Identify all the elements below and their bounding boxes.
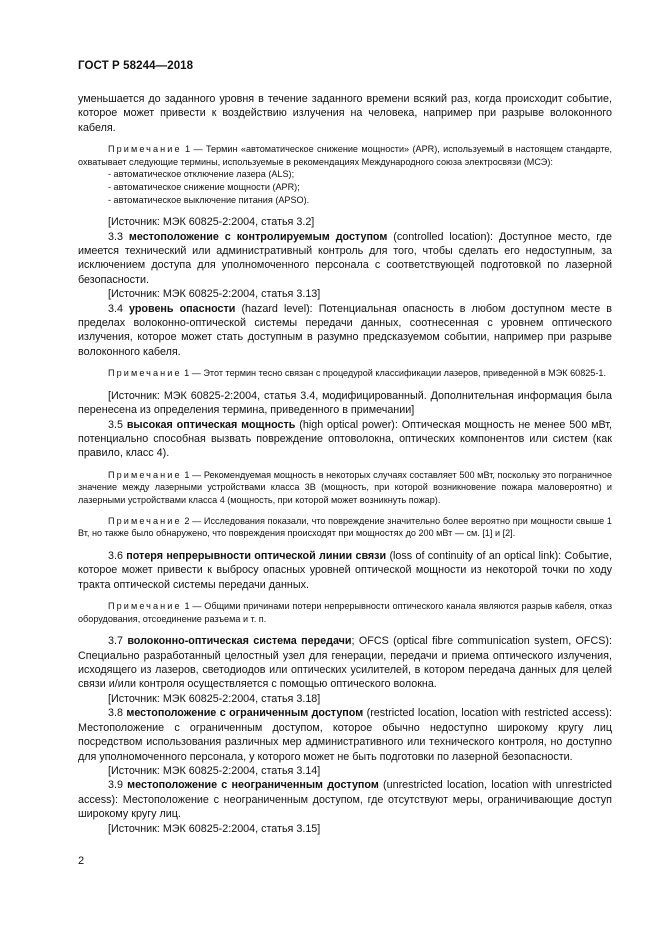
source-3-2: [Источник: МЭК 60825-2:2004, статья 3.2] — [108, 216, 315, 229]
list-item: - автоматическое отключение лазера (ALS); — [108, 169, 295, 180]
document-body — [78, 92, 612, 836]
list-item: - автоматическое снижение мощности (APR); — [108, 182, 300, 192]
standard-header: ГОСТ Р 58244—2018 — [78, 60, 194, 72]
term-3-7: 3.7 волоконно-оптическая система передачи; OFCS (optical fibre communication system, OFCS): Специально разработанный целостный узел для генерации, передачи и приема оптического излучения, исходящего из лазеров, светодиодов или оптических усилителей, в котором передача данных для целей связи и/или контроля осуществляется с помощью оптического волокна. — [78, 635, 612, 691]
term-3-5: 3.5 высокая оптическая мощность (high optical power): Оптическая мощность не менее 500 мВт, потенциально способная вызвать повреждение оптоволокна, оптических компонентов или систем (как правило, класс 4). — [78, 418, 612, 460]
source-3-14: [Источник: МЭК 60825-2:2004, статья 3.14] — [108, 764, 321, 777]
note-3-4: Примечание 1 — Этот термин тесно связан с процедурой классификации лазеров, приведенной в МЭК 60825-1. — [108, 368, 606, 379]
source-3-15: [Источник: МЭК 60825-2:2004, статья 3.15] — [108, 822, 321, 835]
term-3-8: 3.8 местоположение с ограниченным доступом (restricted location, location with restricted access): Местоположение с ограниченным доступом, которое обычно недоступно широкому кругу лиц посредством использования различных мер административного или технического контроля, но доступно для уполномоченного персонала, у которого может не быть подготовки по лазерной безопасности. — [78, 707, 612, 763]
note-3-5-1: Примечание 1 — Рекомендуемая мощность в некоторых случаях составляет 500 мВт, поскольку это пограничное значение между лазерными устройствами класса 3В (мощность, при которой возникновение пожара маловероятно) и лазерными устройствами класса 4 (мощность, при которой может возникнуть пожар). — [78, 469, 612, 506]
note-3-6: Примечание 1 — Общими причинами потери непрерывности оптического канала являются разрыв кабеля, отказ оборудования, отсоединение разъема и т. п. — [78, 601, 612, 624]
intro-paragraph: уменьшается до заданного уровня в течение заданного времени всякий раз, когда происходит событие, которое может привести к воздействию излучения на человека, например при разрыве волоконного кабеля. — [78, 93, 612, 134]
source-3-18: [Источник: МЭК 60825-2:2004, статья 3.18] — [108, 692, 321, 705]
note-3-5-2: Примечание 2 — Исследования показали, что повреждение значительно более вероятно при мощности свыше 1 Вт, но также было обнаружено, что повреждения происходят при мощностях до 200 мВт — см. [1] и [2]. — [78, 515, 612, 539]
source-3-13: [Источник: МЭК 60825-2:2004, статья 3.13] — [108, 288, 321, 301]
source-3-4: [Источник: МЭК 60825-2:2004, статья 3.4, модифицированный. Дополнительная информация была перенесена из определения термина, приведенного в примечании] — [78, 389, 612, 417]
term-3-6: 3.6 потеря непрерывности оптической линии связи (loss of continuity of an optical link): Событие, которое может привести к выбросу опасных уровней оптической мощности из некоторой точки по ходу тракта оптической системы передачи данных. — [78, 549, 612, 591]
term-3-9: 3.9 местоположение с неограниченным доступом (unrestricted location, location with unrestricted access): Местоположение с неограниченным доступом, где отсутствуют меры, ограничивающие доступ широкому кругу лиц. — [78, 779, 613, 821]
term-3-3: 3.3 местоположение с контролируемым доступом (controlled location): Доступное место, где имеется технический или административный контроль для того, чтобы сделать его недоступным, за исключением доступа для уполномоченного персонала с соответствующей подготовкой по лазерной безопасности. — [78, 230, 612, 286]
list-item: - автоматическое выключение питания (APSO). — [108, 194, 310, 205]
page-number: 2 — [78, 855, 85, 867]
note-apr: Примечание 1 — Термин «автоматическое снижение мощности» (APR), используемый в настоящем стандарте, охватывает следующие термины, используемые в рекомендациях Международного союза электросвязи (МСЭ): — [78, 144, 612, 167]
term-3-4: 3.4 уровень опасности (hazard level): Потенциальная опасность в любом доступном месте в пределах волоконно-оптической системы передачи данных, соотнесенная с уровнем оптического излучения, которое может стать доступным в разумно предсказуемом событии, например при разрыве волоконного кабеля. — [78, 302, 612, 358]
